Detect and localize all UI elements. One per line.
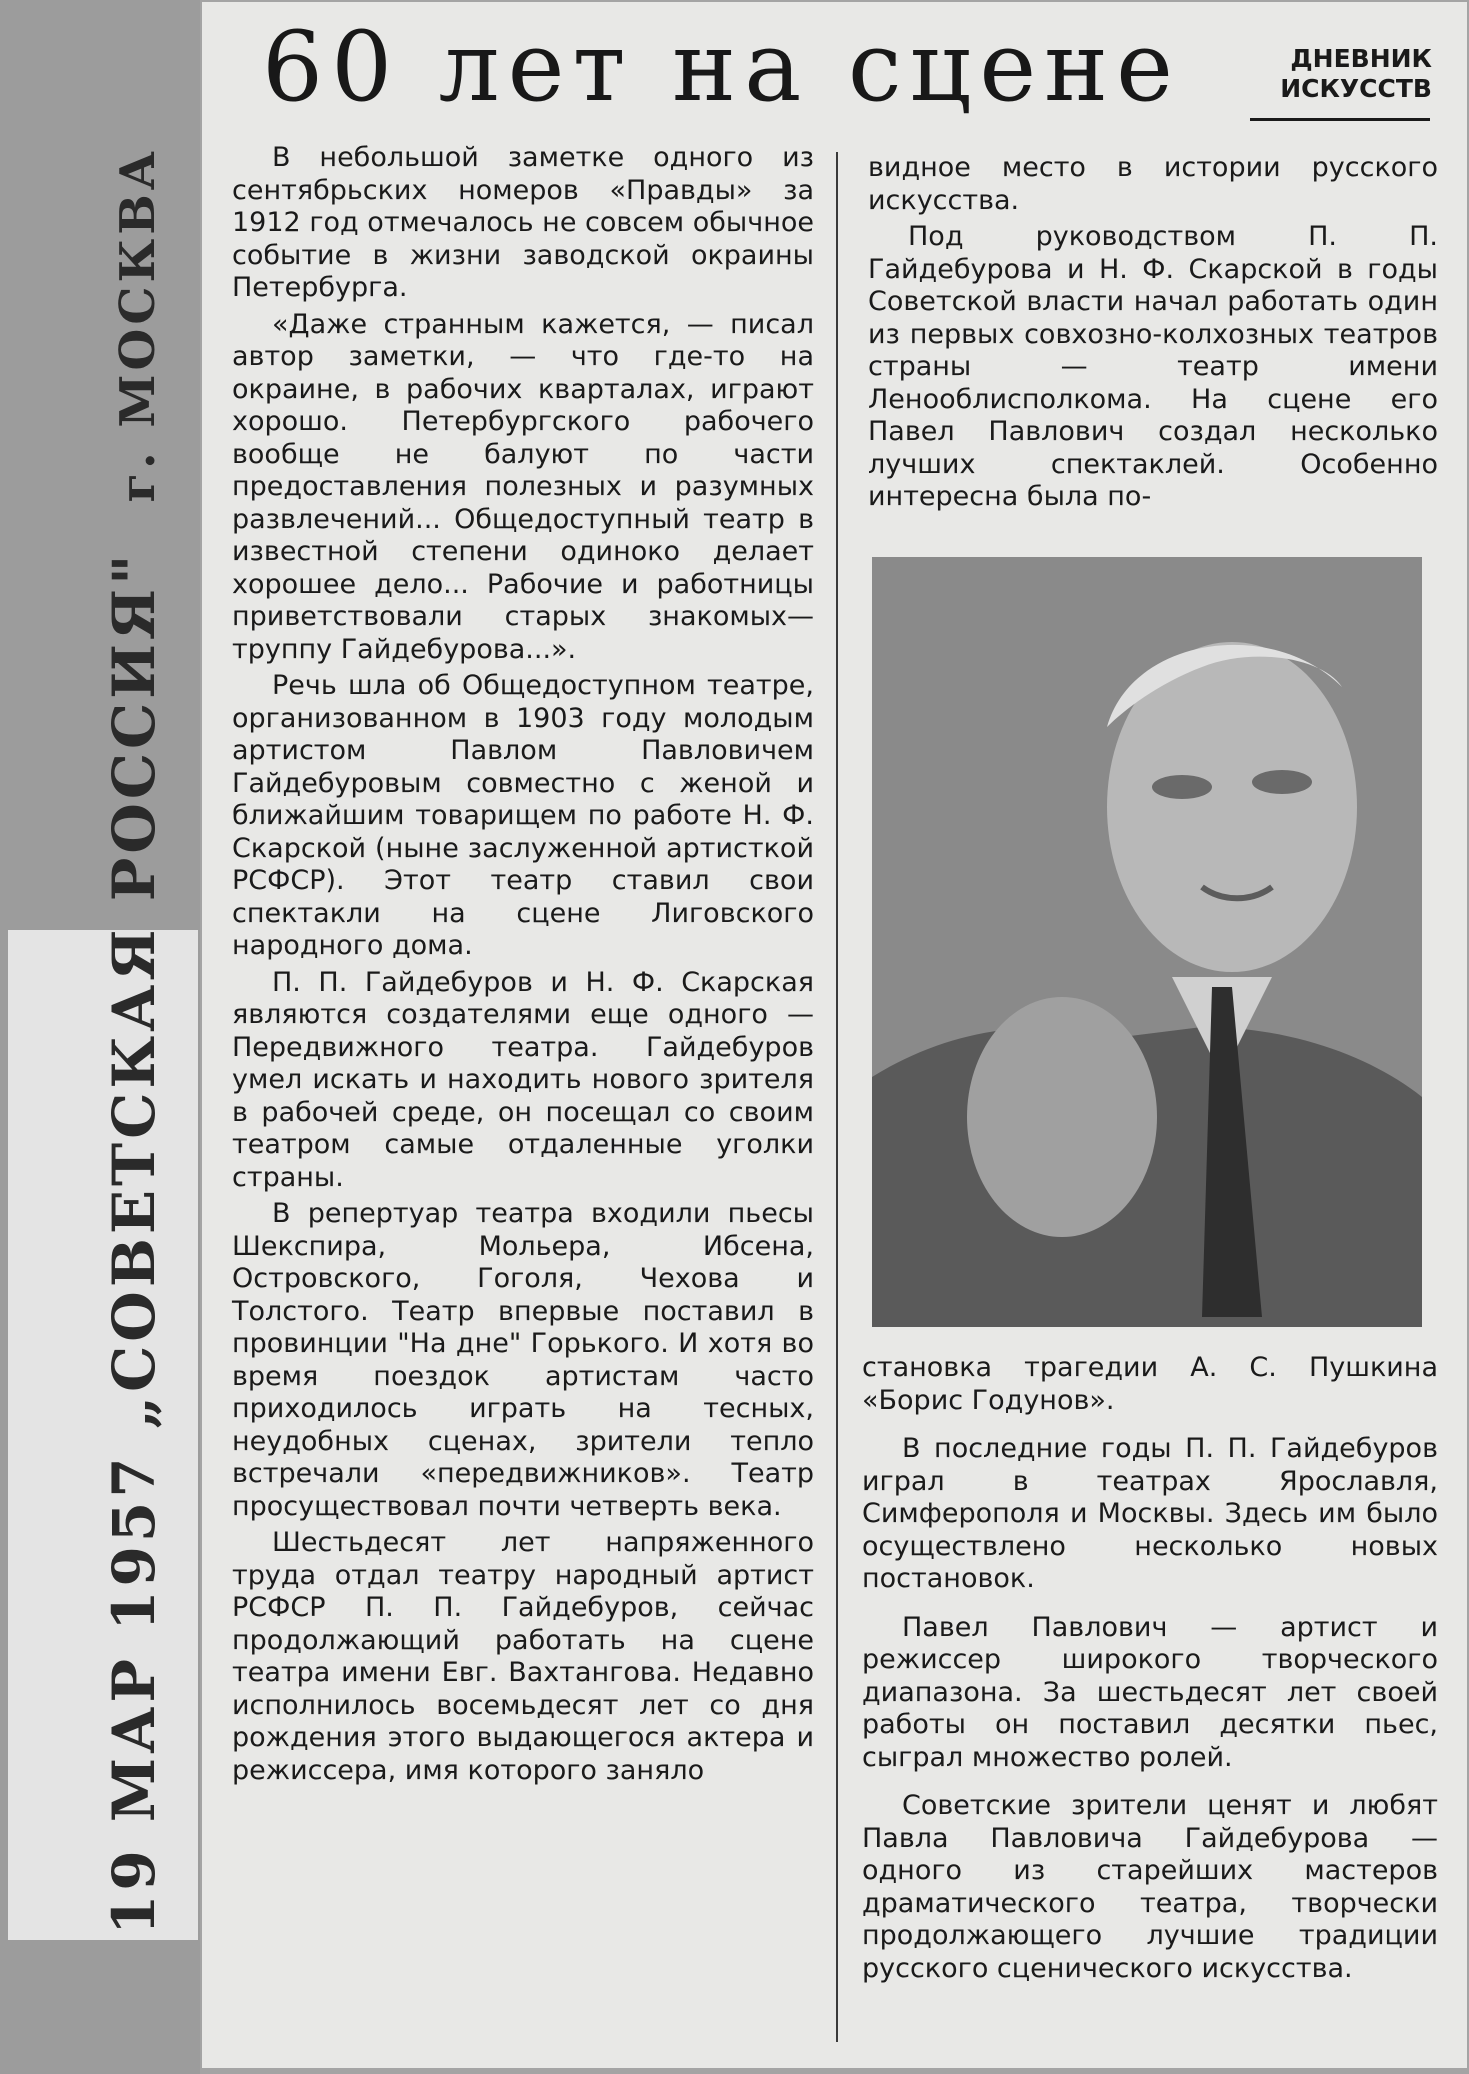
paragraph: П. П. Гайдебуров и Н. Ф. Скарская являются создателями еще одного — Передвижного театра. Гайдебуров умел искать и находить нового зрителя в рабочей среде, он посещал со своим театром самые отдаленные уголки страны. [232, 966, 814, 1193]
article-column-1 [232, 142, 814, 1791]
paragraph: В небольшой заметке одного из сентябрьских номеров «Правды» за 1912 год отмечалось не совсем обычное событие в жизни заводской окраины Петербурга. [232, 142, 814, 303]
paragraph: становка трагедии А. С. Пушкина «Борис Годунов». [862, 1352, 1438, 1416]
paragraph: В последние годы П. П. Гайдебуров играл в театрах Ярославля, Симферополя и Москвы. Здесь им было осуществлено несколько новых постановок. [862, 1433, 1438, 1594]
paragraph: В репертуар театра входили пьесы Шекспира, Мольера, Ибсена, Островского, Гоголя, Чехова и Толстого. Театр впервые поставил в провинции "На дне" Горького. И хотя во время поездок артистам часто приходилось играть на тесных, неудобных сценах, зрители тепло встречали «передвижников». Театр просуществовал почти четверть века. [232, 1198, 814, 1522]
article-column-2-top [868, 152, 1438, 518]
rubric: ДНЕВНИК ИСКУССТВ [1280, 44, 1432, 103]
paragraph: Под руководством П. П. Гайдебурова и Н. Ф. Скарской в годы Советской власти начал работать один из первых совхозно-колхозных театров страны — театр имени Ленооблисполкома. На сцене его Павел Павлович создал несколько лучших спектаклей. Особенно интересна была по- [868, 221, 1438, 512]
portrait-image [872, 557, 1422, 1327]
rubric-underline [1250, 118, 1430, 121]
stamp-paper: „СОВЕТСКАЯ РОССИЯ" [100, 550, 168, 1430]
paragraph: «Даже странным кажется, — писал автор заметки, — что где-то на окраине, в рабочих кварталах, играют хорошо. Петербургского рабочего вообще не балуют по части предоставления полезных и разумных развлечений... Общедоступный театр в известной степени одиноко делает хорошее дело... Рабочие и работницы приветствовали старых знакомых—труппу Гайдебурова...». [232, 308, 814, 665]
paragraph: Шестьдесят лет напряженного труда отдал театру народный артист РСФСР П. П. Гайдебуров, сейчас продолжающий работать на сцене театра имени Евг. Вахтангова. Недавно исполнилось восемьдесят лет со дня рождения этого выдающегося актера и режиссера, имя которого заняло [232, 1527, 814, 1786]
paragraph: видное место в истории русского искусства. [868, 152, 1438, 216]
article-column-2-bottom [862, 1352, 1438, 2001]
paragraph: Речь шла об Общедоступном театре, организованном в 1903 году молодым артистом Павлом Павловичем Гайдебуровым совместно с женой и ближайшим товарищем по работе Н. Ф. Скарской (ныне заслуженной артисткой РСФСР). Этот театр ставил свои спектакли на сцене Лиговского народного дома. [232, 670, 814, 961]
portrait-photo [872, 557, 1422, 1327]
newspaper-clipping [202, 2, 1467, 2068]
headline: 60 лет на сцене [262, 11, 1181, 123]
stamp-date: 19 МАР 1957 [100, 1453, 168, 1935]
stamp-city: г. МОСКВА [110, 147, 166, 503]
paragraph: Советские зрители ценят и любят Павла Павловича Гайдебурова — одного из старейших мастеров драматического театра, творчески продолжающего лучшие традиции русского сценического искусства. [862, 1790, 1438, 1984]
column-rule [836, 152, 838, 2042]
archive-stamp [100, 147, 168, 1935]
paragraph: Павел Павлович — артист и режиссер широкого творческого диапазона. За шестьдесят лет своей работы он поставил десятки пьес, сыграл множество ролей. [862, 1611, 1438, 1773]
